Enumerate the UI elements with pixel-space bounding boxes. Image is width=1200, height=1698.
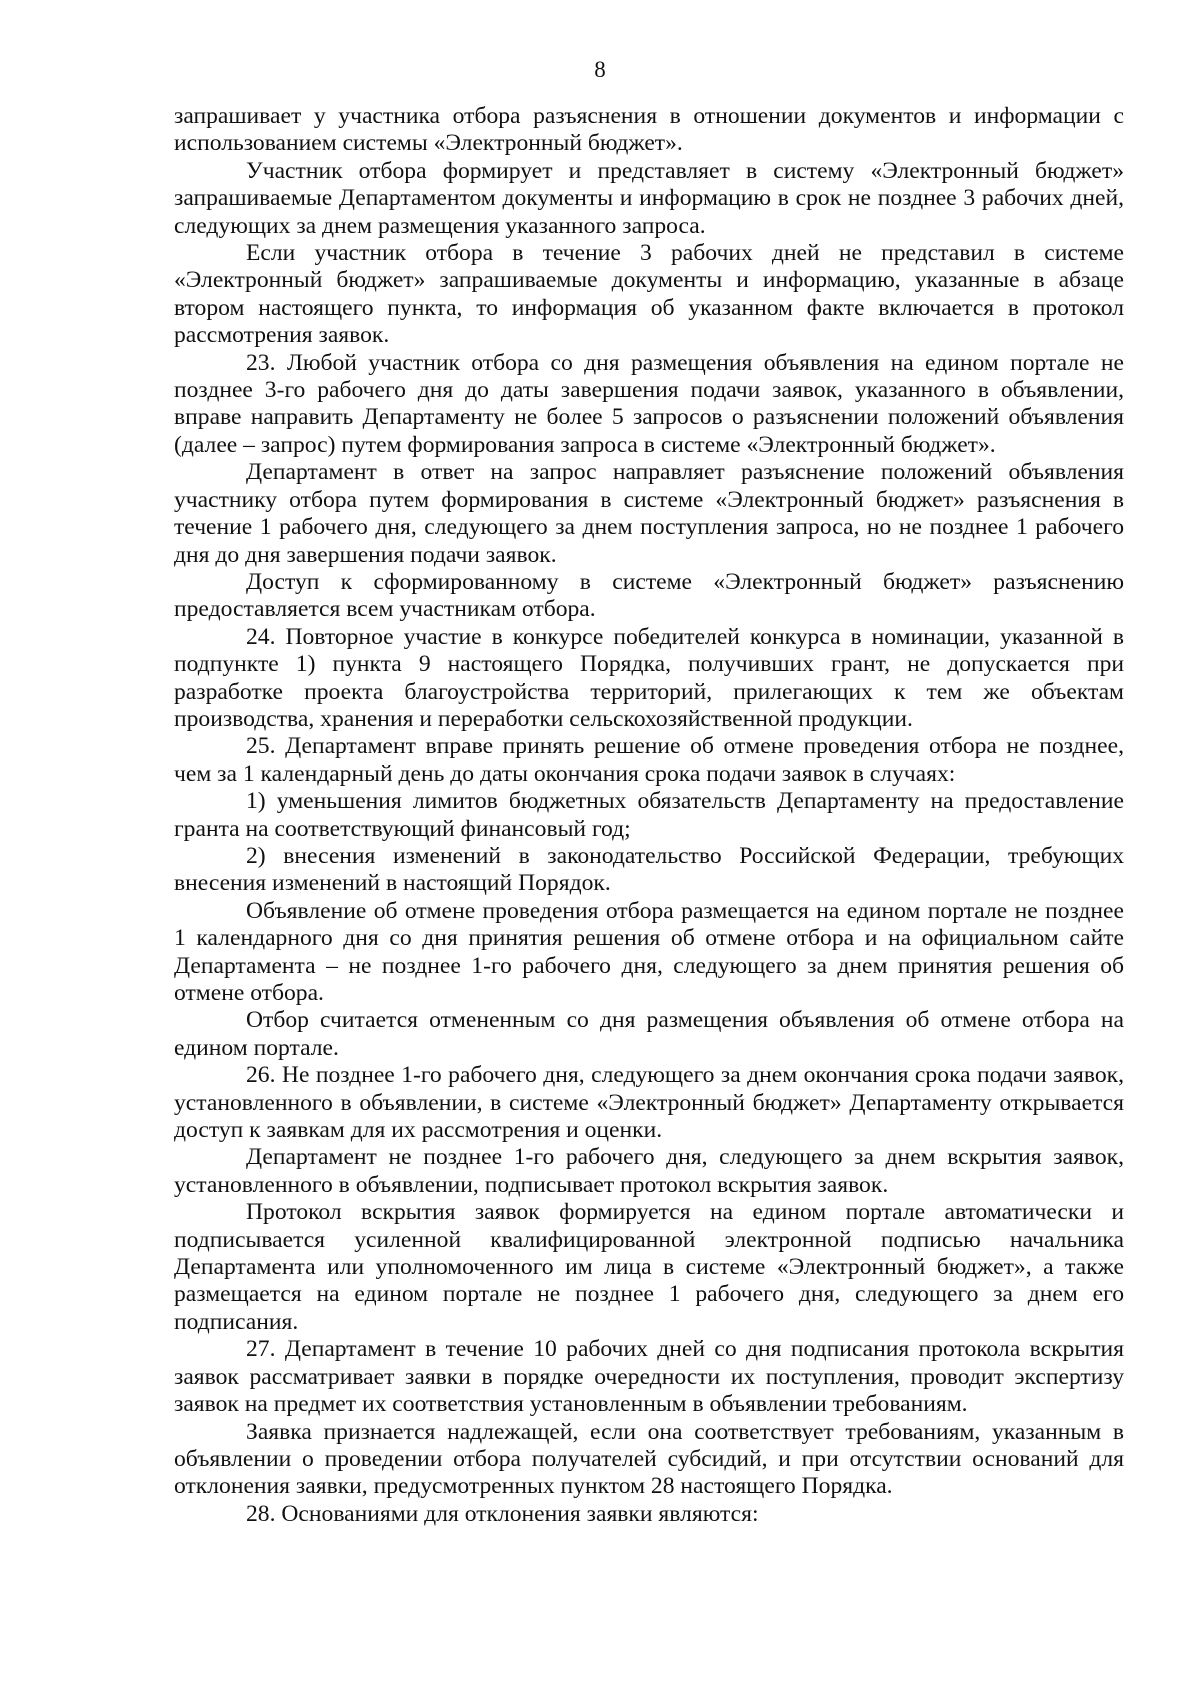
paragraph: 2) внесения изменений в законодательство Российской Федерации, требующих внесения изменений в настоящий Порядок. (174, 842, 1124, 897)
paragraph: Департамент в ответ на запрос направляет разъяснение положений объявления участнику отбора путем формирования в системе «Электронный бюджет» разъяснения в течение 1 рабочего дня, следующего за днем поступления запроса, но не позднее 1 рабочего дня до дня завершения подачи заявок. (174, 459, 1124, 568)
paragraph: Объявление об отмене проведения отбора размещается на едином портале не позднее 1 календарного дня со дня принятия решения об отмене отбора и на официальном сайте Департамента – не позднее 1-го рабочего дня, следующего за днем принятия решения об отмене отбора. (174, 897, 1124, 1006)
paragraph: Если участник отбора в течение 3 рабочих дней не представил в системе «Электронный бюджет» запрашиваемые документы и информацию, указанные в абзаце втором настоящего пункта, то информация об указанном факте включается в протокол рассмотрения заявок. (174, 240, 1124, 349)
paragraph: 27. Департамент в течение 10 рабочих дней со дня подписания протокола вскрытия заявок рассматривает заявки в порядке очередности их поступления, проводит экспертизу заявок на предмет их соответствия установленным в объявлении требованиям. (174, 1336, 1124, 1418)
paragraph: Доступ к сформированному в системе «Электронный бюджет» разъяснению предоставляется всем участникам отбора. (174, 568, 1124, 623)
paragraph: 1) уменьшения лимитов бюджетных обязательств Департаменту на предоставление гранта на соответствующий финансовый год; (174, 788, 1124, 842)
paragraph: Протокол вскрытия заявок формируется на едином портале автоматически и подписывается усиленной квалифицированной электронной подписью начальника Департамента или уполномоченного им лица в системе «Электронный бюджет», а также размещается на едином портале не позднее 1 рабочего дня, следующего за днем его подписания. (174, 1199, 1124, 1335)
paragraph: 26. Не позднее 1-го рабочего дня, следующего за днем окончания срока подачи заявок, установленного в объявлении, в системе «Электронный бюджет» Департаменту открывается доступ к заявкам для их рассмотрения и оценки. (174, 1062, 1124, 1144)
paragraph: запрашивает у участника отбора разъяснения в отношении документов и информации с использованием системы «Электронный бюджет». (174, 103, 1124, 157)
paragraph: Участник отбора формирует и представляет в систему «Электронный бюджет» запрашиваемые Департаментом документы и информацию в срок не позднее 3 рабочих дней, следующих за днем размещения указанного запроса. (174, 157, 1124, 239)
paragraph: 28. Основаниями для отклонения заявки являются: (246, 1500, 759, 1527)
paragraph: Заявка признается надлежащей, если она соответствует требованиям, указанным в объявлении о проведении отбора получателей субсидий, и при отсутствии оснований для отклонения заявки, предусмотренных пунктом 28 настоящего Порядка. (174, 1418, 1124, 1500)
paragraph: 25. Департамент вправе принять решение об отмене проведения отбора не позднее, чем за 1 календарный день до даты окончания срока подачи заявок в случаях: (174, 733, 1124, 787)
paragraph: 23. Любой участник отбора со дня размещения объявления на едином портале не позднее 3-го рабочего дня до даты завершения подачи заявок, указанного в объявлении, вправе направить Департаменту не более 5 запросов о разъяснении положений объявления (далее – запрос) путем формирования запроса в системе «Электронный бюджет». (174, 349, 1124, 458)
paragraph: Департамент не позднее 1-го рабочего дня, следующего за днем вскрытия заявок, установленного в объявлении, подписывает протокол вскрытия заявок. (174, 1144, 1124, 1198)
document-body (174, 103, 1124, 1528)
paragraph: 24. Повторное участие в конкурсе победителей конкурса в номинации, указанной в подпункте 1) пункта 9 настоящего Порядка, получивших грант, не допускается при разработке проекта благоустройства территорий, прилегающих к тем же объектам производства, хранения и переработки сельскохозяйственной продукции. (174, 623, 1124, 732)
page-number: 8 (594, 57, 606, 82)
paragraph: Отбор считается отмененным со дня размещения объявления об отмене отбора на едином портале. (174, 1007, 1124, 1061)
